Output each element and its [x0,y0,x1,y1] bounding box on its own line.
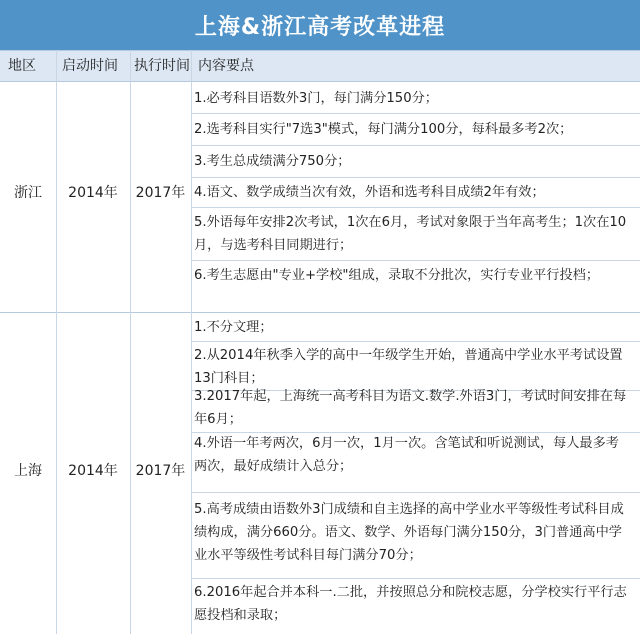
content-item: 5.高考成绩由语数外3门成绩和自主选择的高中学业水平等级性考试科目成绩构成，满分660分。语文、数学、外语每门满分150分，3门普通高中学业水平等级性考试科目每门满分70分； [194,502,624,563]
content-item: 3.考生总成绩满分750分； [194,154,351,169]
exec-time-cell: 2017年 [135,185,186,201]
header-region: 地区 [8,58,36,74]
region-cell: 上海 [14,463,42,479]
start-time-cell: 2014年 [68,185,118,201]
content-item: 3.2017年起，上海统一高考科目为语文.数学.外语3门，考试时间安排在每年6月； [194,389,627,427]
content-item: 6.考生志愿由"专业+学校"组成，录取不分批次，实行专业平行投档； [194,268,600,283]
region-cell: 浙江 [14,185,42,201]
content-item: 1.不分文理； [194,320,273,335]
start-time-cell: 2014年 [68,463,118,479]
header-exec-time: 执行时间 [134,58,190,74]
header-start-time: 启动时间 [62,58,118,74]
content-item: 4.外语一年考两次，6月一次，1月一次。含笔试和听说测试，每人最多考两次，最好成绩计入总分； [194,436,619,474]
content-item: 6.2016年起合并本科一.二批，并按照总分和院校志愿，分学校实行平行志愿投档和录取； [194,585,627,623]
header-content: 内容要点 [198,58,254,74]
exec-time-cell: 2017年 [135,463,186,479]
content-item: 1.必考科目语数外3门，每门满分150分； [194,91,438,106]
content-item: 4.语文、数学成绩当次有效，外语和选考科目成绩2年有效； [194,185,545,200]
content-item: 2.选考科目实行"7选3"模式，每门满分100分，每科最多考2次； [194,122,573,137]
content-item: 5.外语每年安排2次考试，1次在6月，考试对象限于当年高考生；1次在10月，与选考科目同期进行； [194,215,627,253]
header-row [0,50,640,82]
content-item: 2.从2014年秋季入学的高中一年级学生开始，普通高中学业水平考试设置13门科目； [194,348,623,386]
table-title: 上海&浙江高考改革进程 [0,0,640,50]
